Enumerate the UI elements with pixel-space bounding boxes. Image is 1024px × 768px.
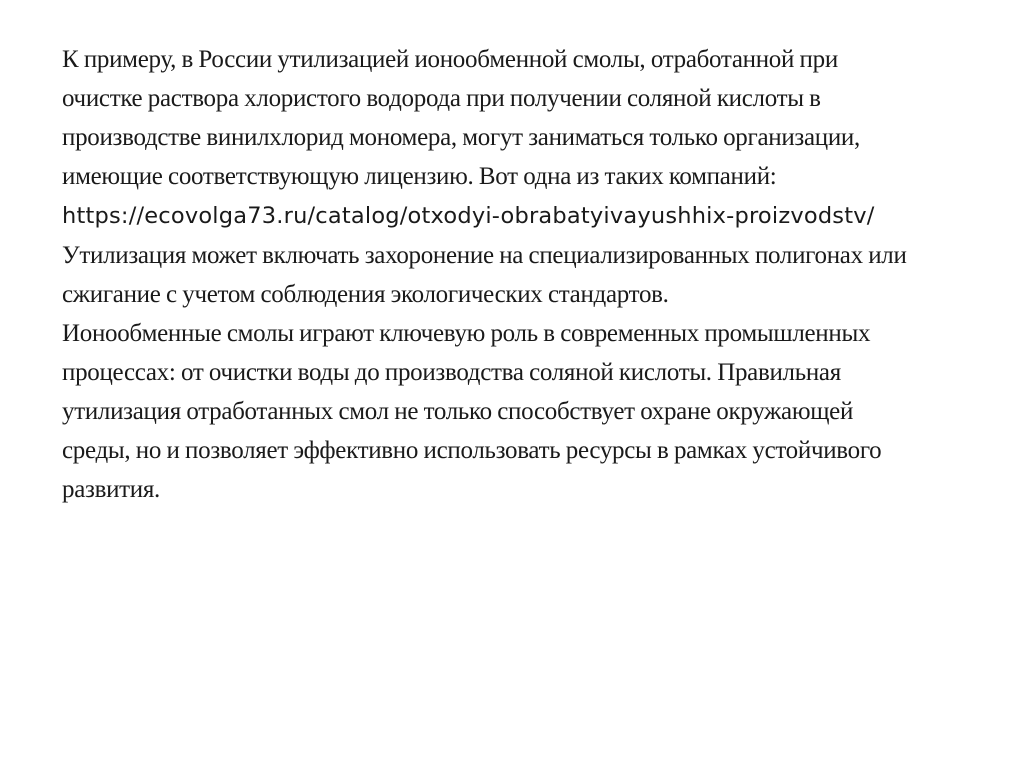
paragraph-license-text: К примеру, в России утилизацией ионообменной смолы, отработанной при очистке раствора хлористого водорода при получении соляной кислоты в производстве винилхлорид мономера, могут заниматься только организации, имеющие соответствующую лицензию. Вот одна из таких компаний: <box>62 46 860 190</box>
paragraph-disposal-methods: Утилизация может включать захоронение на специализированных полигонах или сжигание с учетом соблюдения экологических стандартов. <box>62 242 907 308</box>
paragraph-license-info <box>62 40 914 236</box>
company-catalog-link[interactable]: https://ecovolga73.ru/catalog/otxodyi-obrabatyivayushhix-proizvodstv/ <box>62 203 875 229</box>
paragraph-conclusion: Ионообменные смолы играют ключевую роль в современных промышленных процессах: от очистки воды до производства соляной кислоты. Правильная утилизация отработанных смол не только способствует охране окружающей среды, но и позволяет эффективно использовать ресурсы в рамках устойчивого развития. <box>62 320 882 503</box>
